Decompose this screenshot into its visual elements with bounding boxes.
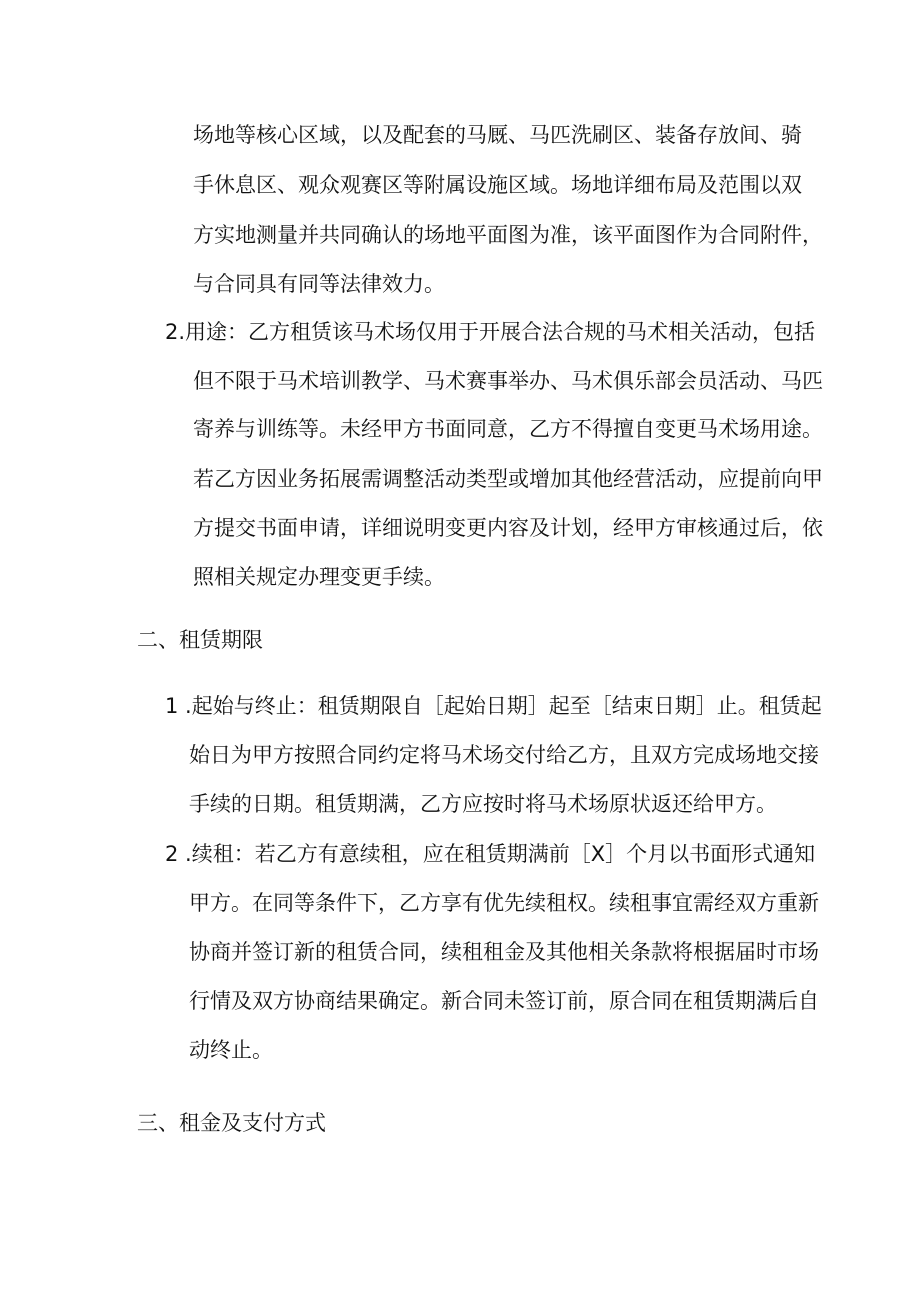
paragraph-line: 2 .续租：若乙方有意续租，应在租赁期满前［X］个月以书面形式通知 — [165, 842, 816, 866]
section-heading: 三、租金及支付方式 — [137, 1111, 326, 1135]
paragraph-line: 手休息区、观众观赛区等附属设施区域。场地详细布局及范围以双 — [193, 173, 802, 197]
paragraph-line: 动终止。 — [189, 1038, 273, 1062]
paragraph-line: 方实地测量并共同确认的场地平面图为准，该平面图作为合同附件， — [193, 223, 823, 247]
paragraph-line: 但不限于马术培训教学、马术赛事举办、马术俱乐部会员活动、马匹 — [193, 369, 823, 393]
section-heading: 二、租赁期限 — [137, 628, 263, 652]
paragraph-line: 方提交书面申请，详细说明变更内容及计划，经甲方审核通过后，依 — [193, 516, 823, 540]
paragraph-line: 始日为甲方按照合同约定将马术场交付给乙方，且双方完成场地交接 — [189, 743, 819, 767]
paragraph-line: 1 .起始与终止：租赁期限自［起始日期］起至［结束日期］止。租赁起 — [165, 694, 822, 718]
paragraph-line: 行情及双方协商结果确定。新合同未签订前，原合同在租赁期满后自 — [189, 989, 819, 1013]
paragraph-line: 甲方。在同等条件下，乙方享有优先续租权。续租事宜需经双方重新 — [189, 891, 819, 915]
paragraph-line: 手续的日期。租赁期满，乙方应按时将马术场原状返还给甲方。 — [189, 792, 777, 816]
paragraph-line: 2.用途：乙方租赁该马术场仅用于开展合法合规的马术相关活动，包括 — [165, 320, 816, 344]
paragraph-line: 与合同具有同等法律效力。 — [193, 272, 445, 296]
paragraph-line: 场地等核心区域，以及配套的马厩、马匹洗刷区、装备存放间、骑 — [193, 123, 802, 147]
paragraph-line: 若乙方因业务拓展需调整活动类型或增加其他经营活动，应提前向甲 — [193, 467, 823, 491]
paragraph-line: 协商并签订新的租赁合同，续租租金及其他相关条款将根据届时市场 — [189, 940, 819, 964]
paragraph-line: 寄养与训练等。未经甲方书面同意，乙方不得擅自变更马术场用途。 — [193, 417, 823, 441]
paragraph-line: 照相关规定办理变更手续。 — [193, 565, 445, 589]
